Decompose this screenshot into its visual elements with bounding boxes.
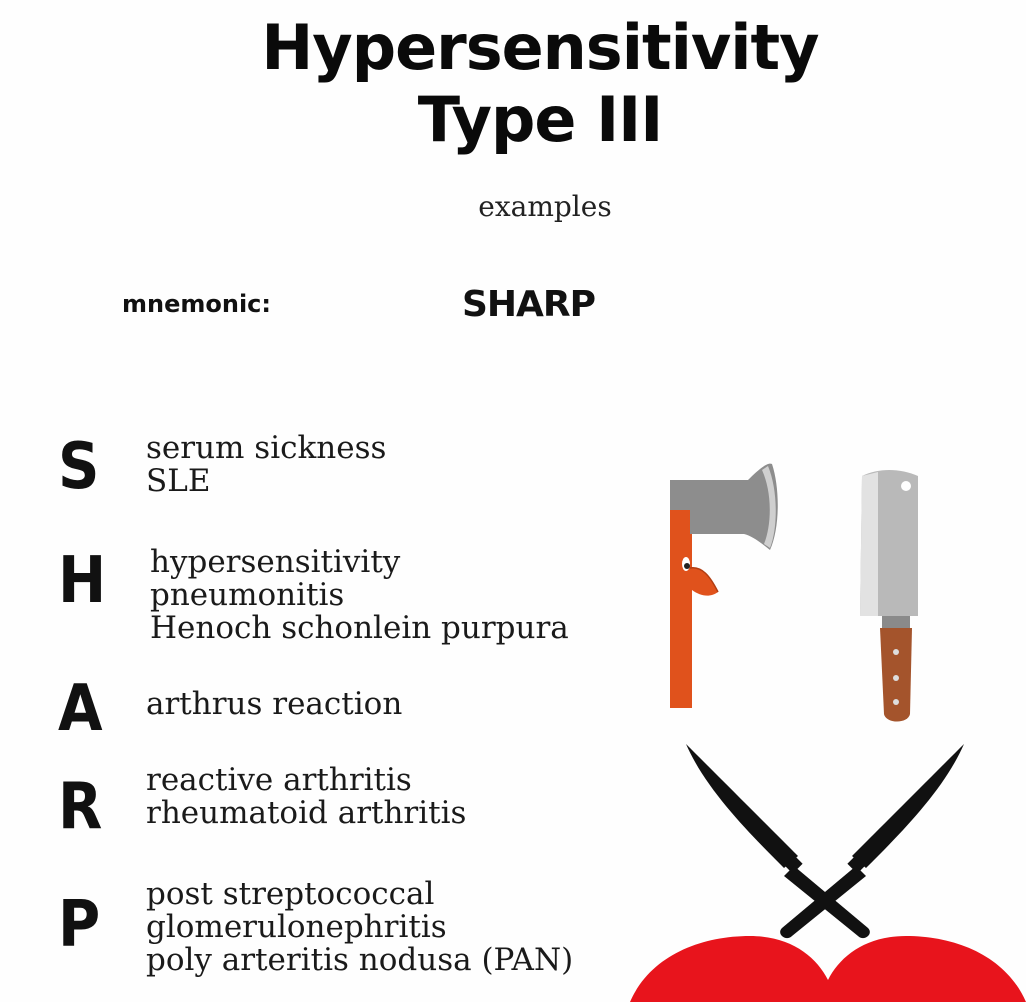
list-item: serum sickness (146, 430, 387, 466)
cleaver-icon (848, 466, 928, 728)
mnemonic-label: mnemonic: (122, 290, 272, 318)
letter-h: H (58, 544, 107, 618)
list-a (146, 688, 402, 721)
list-item: Henoch schonlein purpura (150, 610, 569, 646)
page-title: Hypersensitivity (261, 11, 819, 84)
list-item: poly arteritis nodusa (PAN) (146, 942, 574, 978)
axe-icon (660, 458, 790, 708)
letter-a: A (58, 672, 103, 746)
red-heart-shape (630, 936, 1026, 1002)
mnemonic-word: SHARP (462, 284, 596, 325)
list-s (146, 432, 386, 498)
list-item: pneumonitis (150, 577, 345, 613)
letter-r: R (58, 770, 103, 844)
list-item: rheumatoid arthritis (146, 795, 467, 831)
letter-s: S (58, 430, 100, 504)
list-h (150, 546, 569, 645)
examples-label: examples (478, 190, 612, 223)
page-subtitle-type: Type III (417, 83, 663, 156)
list-p (146, 878, 573, 977)
list-item: arthrus reaction (146, 686, 403, 722)
list-item: post streptococcal (146, 876, 435, 912)
list-item: SLE (146, 463, 211, 499)
list-item: reactive arthritis (146, 762, 412, 798)
list-item: glomerulonephritis (146, 909, 447, 945)
letter-p: P (58, 888, 101, 962)
list-item: hypersensitivity (150, 544, 401, 580)
list-r (146, 764, 466, 830)
crossed-knives-icon (680, 738, 970, 938)
